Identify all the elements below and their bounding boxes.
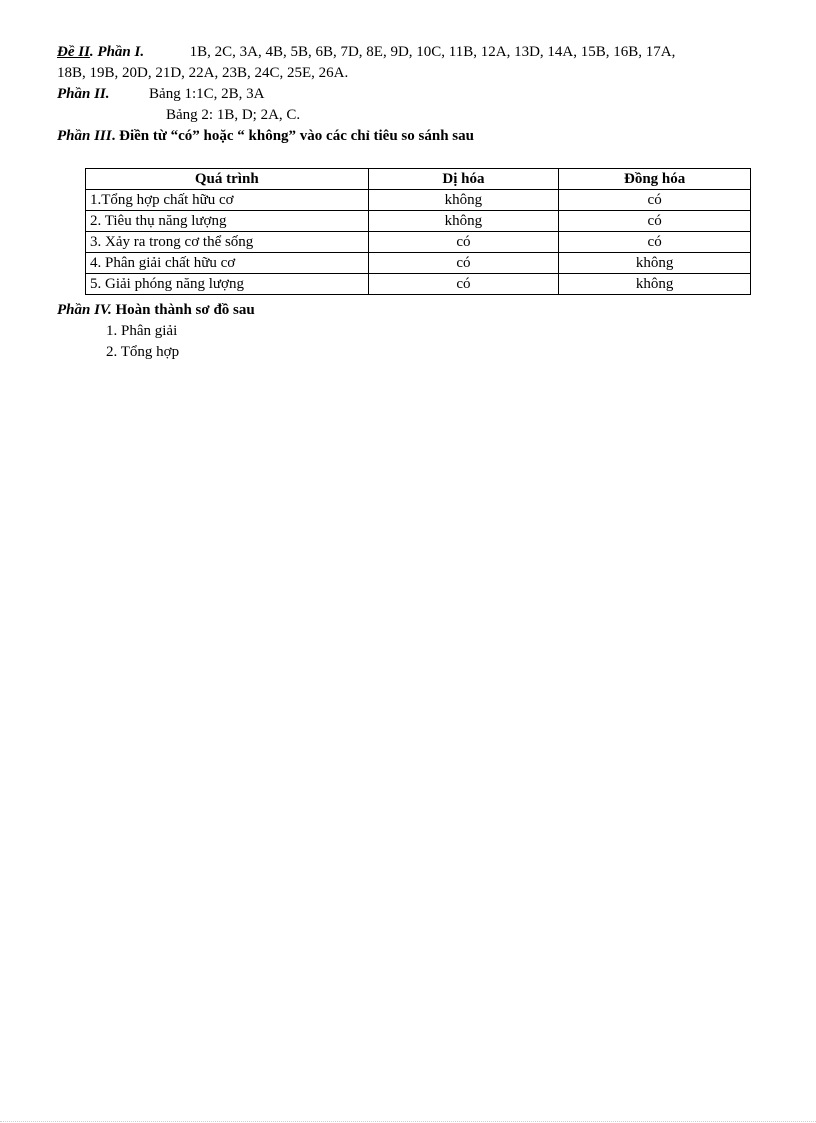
row-criterion: 4. Phân giải chất hữu cơ [86, 253, 369, 274]
part2-table2-answers: Bảng 2: 1B, D; 2A, C. [166, 107, 301, 123]
header-catabolism: Dị hóa [368, 169, 559, 190]
page-bottom-border [0, 1121, 816, 1122]
part4-item-1: 1. Phân giải [106, 323, 178, 339]
part2-table1-answers: Bảng 1:1C, 2B, 3A [149, 86, 265, 102]
table-row [86, 274, 751, 295]
part1-line [57, 42, 675, 62]
row-anabolism-value: không [559, 253, 751, 274]
row-criterion: 2. Tiêu thụ năng lượng [86, 211, 369, 232]
part4-instruction: Hoàn thành sơ đồ sau [115, 302, 255, 318]
comparison-table [85, 168, 751, 295]
row-catabolism-value: không [368, 190, 559, 211]
part4-line [57, 300, 255, 320]
table-row [86, 211, 751, 232]
part4-label: Phần IV. [57, 302, 112, 318]
part3-instruction: . Điền từ “có” hoặc “ không” vào các chỉ tiêu so sánh sau [111, 128, 474, 144]
part3-line [57, 126, 474, 146]
row-anabolism-value: có [559, 190, 751, 211]
row-catabolism-value: không [368, 211, 559, 232]
row-catabolism-value: có [368, 232, 559, 253]
header-anabolism: Đồng hóa [559, 169, 751, 190]
row-criterion: 3. Xảy ra trong cơ thể sống [86, 232, 369, 253]
row-catabolism-value: có [368, 253, 559, 274]
table-row [86, 253, 751, 274]
row-anabolism-value: có [559, 211, 751, 232]
row-anabolism-value: có [559, 232, 751, 253]
part4-item-2: 2. Tổng hợp [106, 344, 180, 360]
row-criterion: 5. Giải phóng năng lượng [86, 274, 369, 295]
table-row [86, 232, 751, 253]
row-catabolism-value: có [368, 274, 559, 295]
part1-label: Phần I. [97, 44, 145, 60]
part2-line1 [57, 84, 264, 104]
row-anabolism-value: không [559, 274, 751, 295]
part3-label: Phần III [57, 128, 112, 144]
table-header-row [86, 169, 751, 190]
part1-answers-line1: 1B, 2C, 3A, 4B, 5B, 6B, 7D, 8E, 9D, 10C, 11B, 12A, 13D, 14A, 15B, 16B, 17A, [189, 44, 676, 60]
exam-heading: Đề II [57, 44, 90, 60]
part2-label: Phần II. [57, 86, 110, 102]
part1-answers-line2: 18B, 19B, 20D, 21D, 22A, 23B, 24C, 25E, 26A. [57, 65, 349, 81]
row-criterion: 1.Tổng hợp chất hữu cơ [86, 190, 369, 211]
header-process: Quá trình [86, 169, 369, 190]
table-row [86, 190, 751, 211]
heading-dot: . [89, 44, 98, 60]
